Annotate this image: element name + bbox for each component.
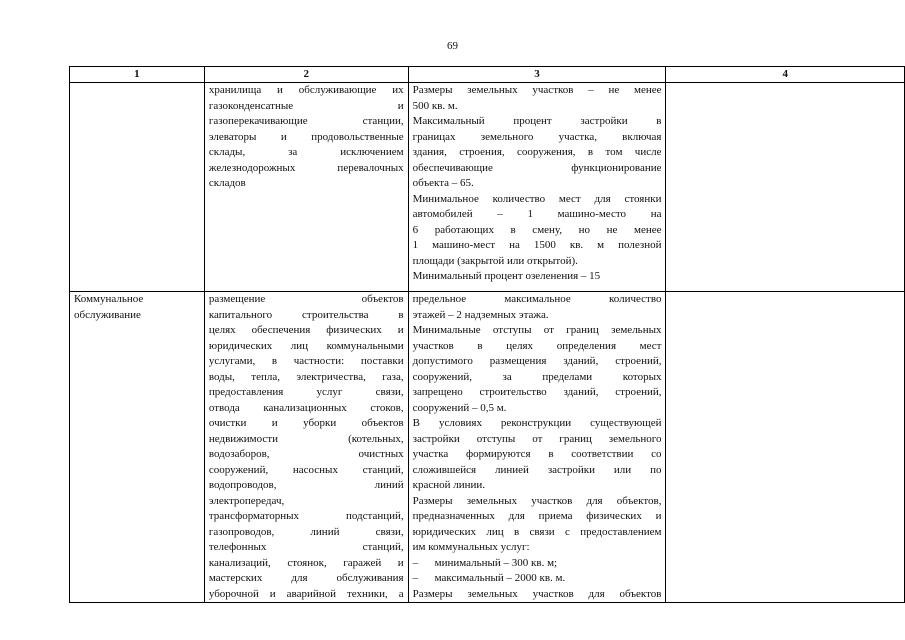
- text-line: размещение объектов: [208, 293, 404, 305]
- text-line: обслуживание: [74, 308, 141, 321]
- text-line: им коммунальных услуг:: [412, 541, 530, 553]
- text-line: участка формируются в соответствии со: [412, 448, 662, 460]
- text-line: автомобилей – 1 машино-место на: [412, 208, 662, 220]
- parameters-cell: [408, 292, 666, 603]
- text-line: допустимого размещения зданий, строений,: [412, 355, 662, 367]
- text-line: сооружений – 0,5 м.: [412, 401, 507, 414]
- text-line: обеспечивающие функционирование: [412, 161, 662, 174]
- text-line: газопроводов, линий связи,: [208, 525, 404, 538]
- text-line: воды, тепла, электричества, газа,: [208, 370, 404, 383]
- text-line: 6 работающих в смену, но не менее: [412, 223, 662, 236]
- text-line: сооружений, за пределами которых: [412, 370, 662, 383]
- text-line: газоконденсатные и: [208, 99, 404, 112]
- text-line: телефонных станций,: [208, 541, 404, 553]
- text-line: недвижимости (котельных,: [208, 432, 404, 445]
- text-line: водопроводов, линий: [208, 479, 404, 491]
- text-line: железнодорожных перевалочных: [208, 161, 404, 174]
- text-line: склады, за исключением: [208, 146, 404, 158]
- text-line: здания, строения, сооружения, в том числе: [412, 146, 662, 158]
- text-line: юридических лиц коммунальными: [208, 339, 404, 352]
- text-line: застройки отступы от границ земельного: [412, 432, 662, 445]
- text-line: 1 машино-мест на 1500 кв. м полезной: [412, 239, 662, 251]
- list-item-text: максимальный – 2000 кв. м.: [434, 572, 566, 584]
- permitted-use-name-cell: [70, 292, 205, 603]
- text-line: трансформаторных подстанций,: [208, 510, 404, 522]
- column-header-4: 4: [666, 67, 905, 83]
- list-dash: –: [412, 572, 419, 584]
- permitted-use-description-cell: [204, 292, 408, 603]
- text-line: электропередач,: [208, 494, 285, 507]
- list-item-text: минимальный – 300 кв. м;: [434, 556, 558, 569]
- text-line: Коммунальное: [74, 293, 144, 305]
- table-row: [70, 83, 905, 292]
- text-line: предельное максимальное количество: [412, 293, 662, 305]
- text-line: 500 кв. м.: [412, 99, 458, 112]
- text-line: Минимальное количество мест для стоянки: [412, 192, 662, 205]
- text-line: целях обеспечения физических и: [208, 324, 404, 336]
- text-line: мастерских для обслуживания: [208, 572, 404, 584]
- text-line: газоперекачивающие станции,: [208, 115, 404, 127]
- permitted-use-description-cell: [204, 83, 408, 292]
- text-line: складов: [208, 177, 246, 189]
- text-line: водозаборов, очистных: [208, 448, 404, 460]
- regulations-table: [69, 66, 905, 603]
- page-number: 69: [447, 40, 458, 52]
- text-line: хранилища и обслуживающие их: [208, 84, 404, 96]
- text-line: Минимальный процент озеленения – 15: [412, 270, 601, 282]
- text-line: услугами, в частности: поставки: [208, 355, 404, 367]
- text-line: юридических лиц в связи с предоставлением: [412, 525, 662, 538]
- text-line: участков в целях определения мест: [412, 339, 662, 352]
- text-line: красной линии.: [412, 479, 486, 491]
- text-line: площади (закрытой или открытой).: [412, 254, 578, 267]
- column-header-2: 2: [204, 67, 408, 83]
- text-line: [413, 556, 662, 572]
- text-line: Размеры земельных участков для объектов,: [412, 494, 662, 507]
- text-line: этажей – 2 надземных этажа.: [412, 308, 549, 321]
- text-line: уборочной и аварийной техники, а: [208, 587, 404, 600]
- text-line: сложившейся линией застройки или по: [412, 463, 662, 476]
- text-line: предназначенных для приема физических и: [412, 510, 662, 522]
- parameters-cell: [408, 83, 666, 292]
- column-header-3: 3: [408, 67, 666, 83]
- list-dash: –: [412, 556, 419, 569]
- text-line: канализаций, стоянок, гаражей и: [208, 556, 404, 569]
- column-4-cell: [666, 83, 905, 292]
- text-line: В условиях реконструкции существующей: [412, 417, 662, 429]
- table-row: [70, 292, 905, 603]
- column-4-cell: [666, 292, 905, 603]
- text-line: объекта – 65.: [412, 177, 474, 189]
- text-line: капитального строительства в: [208, 308, 404, 321]
- text-line: Размеры земельных участков – не менее: [412, 84, 662, 96]
- text-line: Минимальные отступы от границ земельных: [412, 324, 662, 336]
- text-line: отвода канализационных стоков,: [208, 401, 404, 414]
- text-line: [413, 571, 662, 587]
- text-line: границах земельного участка, включая: [412, 130, 662, 143]
- text-line: предоставления услуг связи,: [208, 386, 404, 398]
- text-line: сооружений, насосных станций,: [208, 463, 404, 476]
- text-line: элеваторы и продовольственные: [208, 130, 404, 143]
- text-line: запрещено строительство зданий, строений,: [412, 386, 662, 398]
- table-header-row: [70, 67, 905, 83]
- text-line: очистки и уборки объектов: [208, 417, 404, 429]
- column-header-1: 1: [70, 67, 205, 83]
- permitted-use-name-cell: [70, 83, 205, 292]
- text-line: Максимальный процент застройки в: [412, 115, 662, 127]
- text-line: Размеры земельных участков для объектов: [412, 587, 662, 600]
